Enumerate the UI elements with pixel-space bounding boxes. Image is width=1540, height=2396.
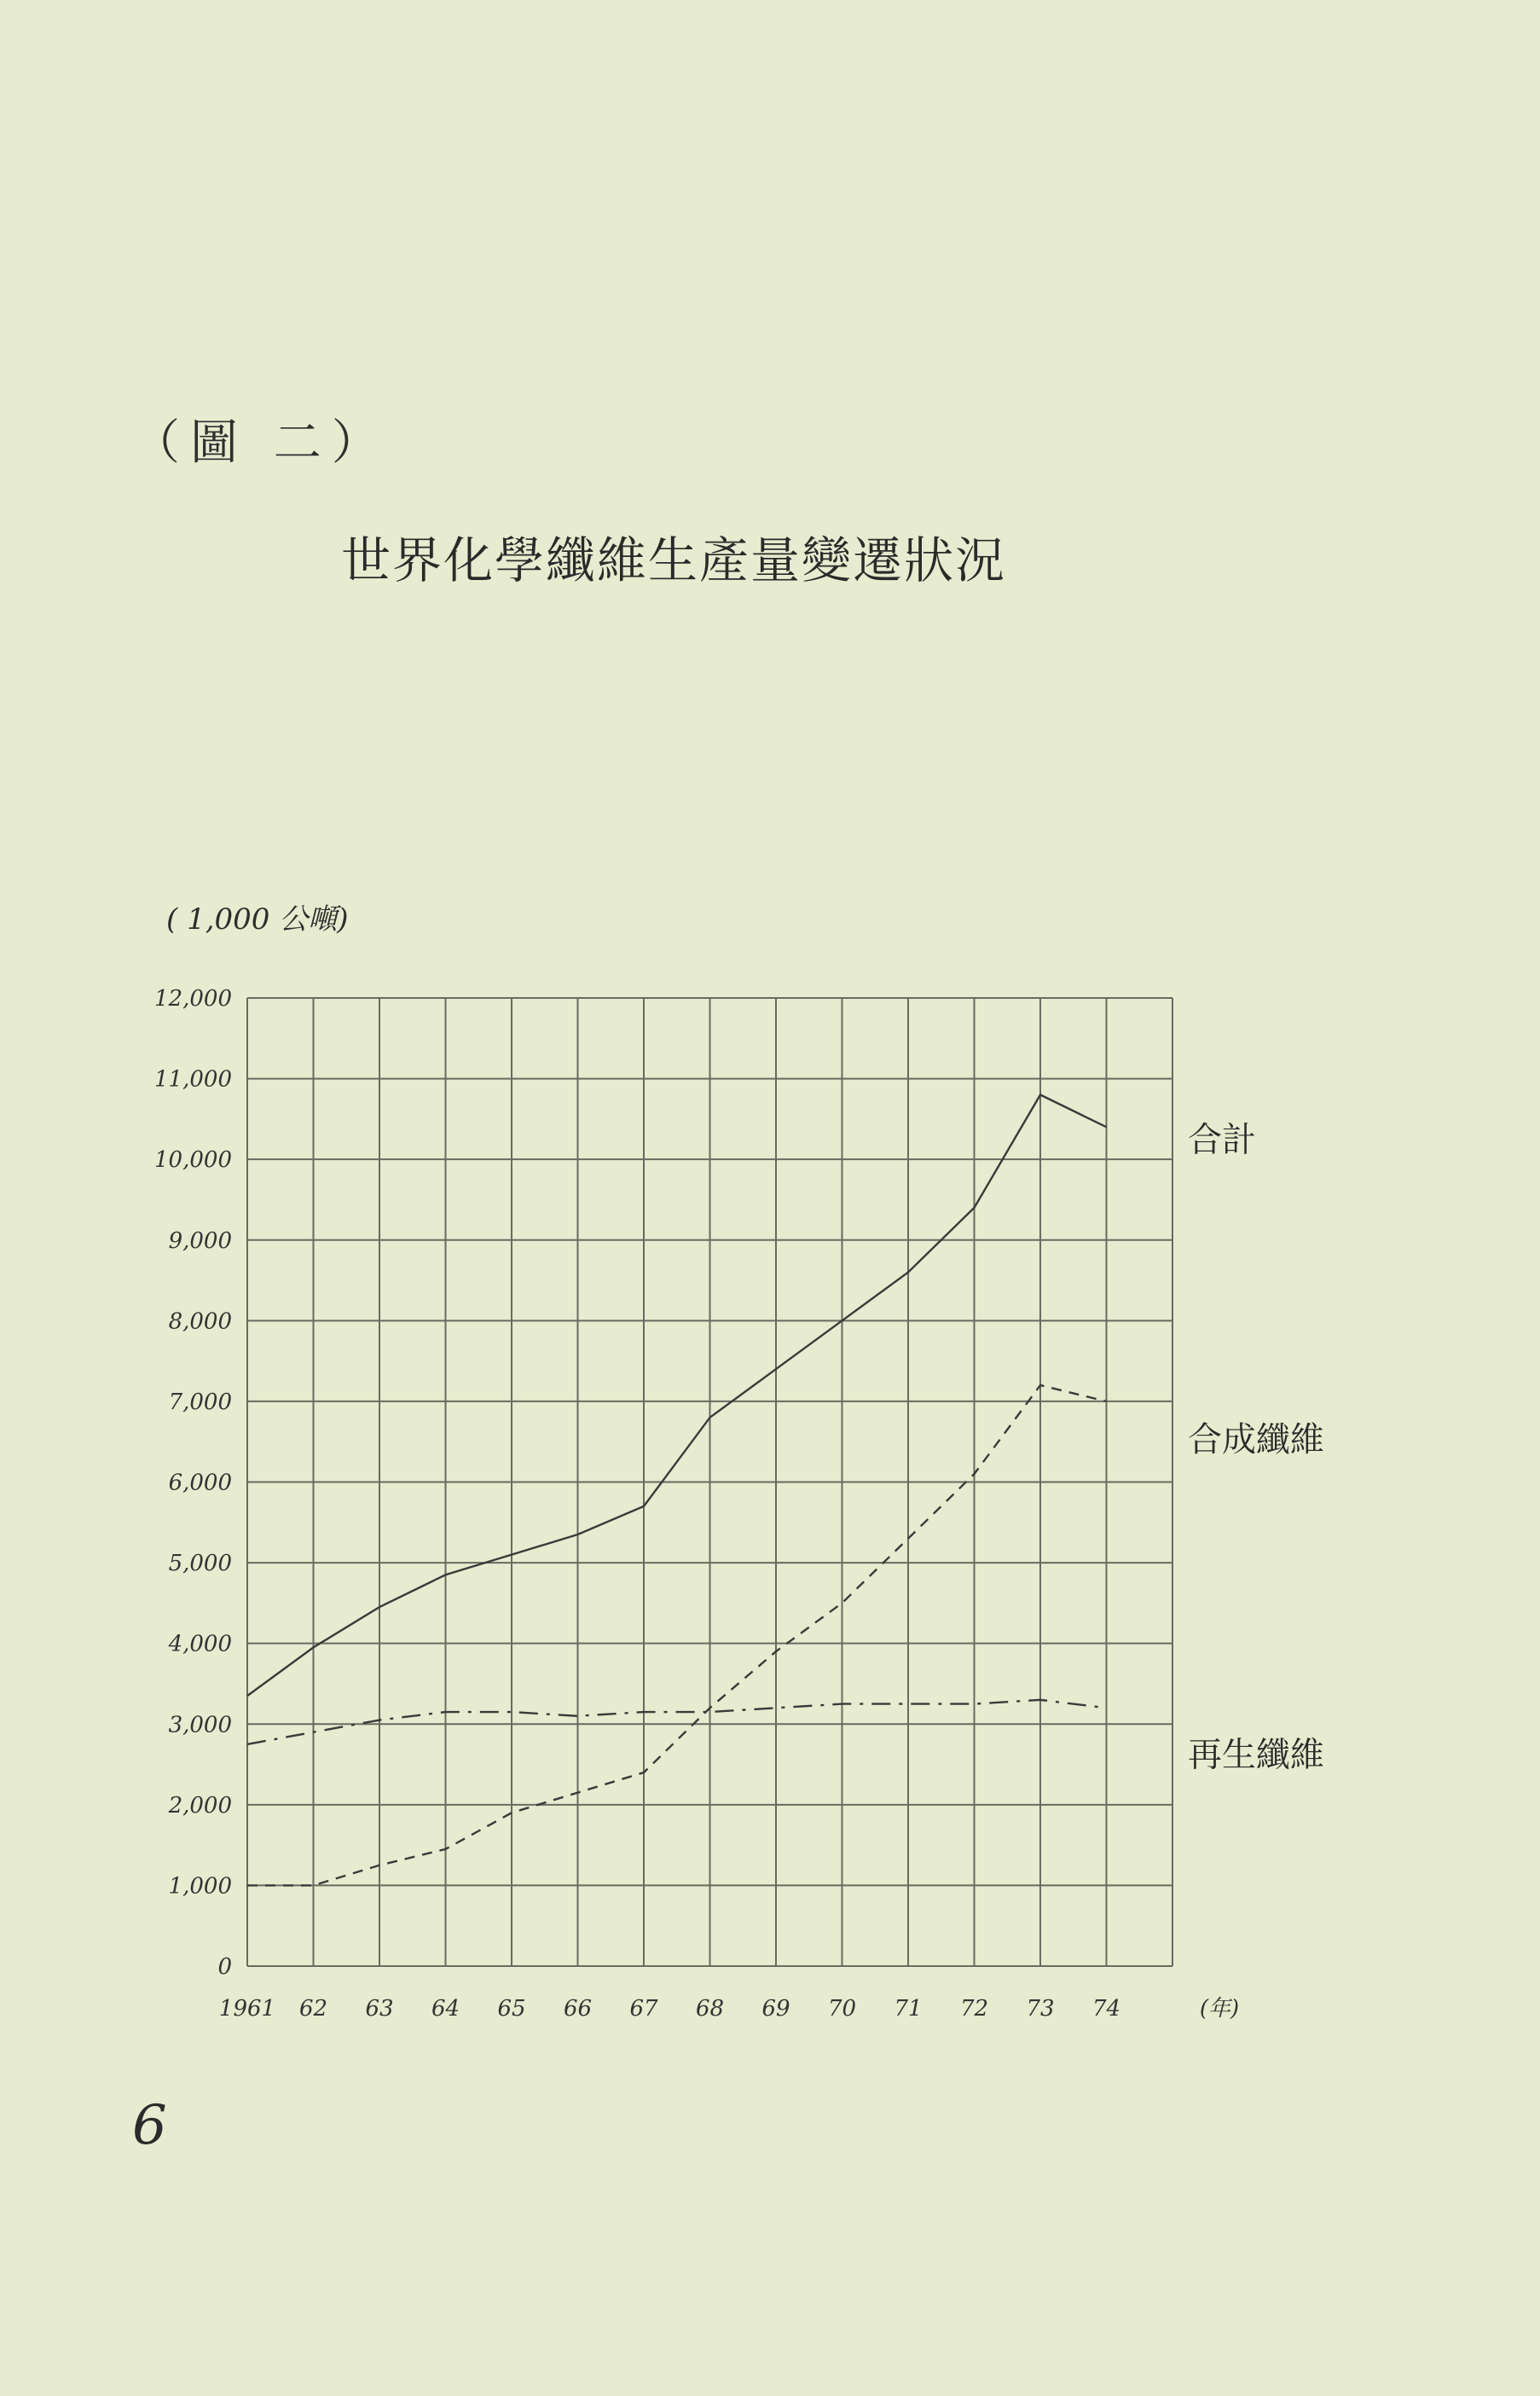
- series-line: [247, 1700, 1107, 1744]
- y-tick-label: 8,000: [168, 1308, 232, 1335]
- y-tick-label: 10,000: [154, 1147, 232, 1174]
- series-label: 合計: [1188, 1120, 1256, 1160]
- x-tick-label: 72: [959, 1996, 989, 2022]
- y-tick-label: 12,000: [154, 986, 232, 1012]
- page-number: 6: [132, 2094, 167, 2157]
- x-tick-label: 69: [761, 1996, 790, 2022]
- x-axis-ticks: [219, 1996, 1239, 2022]
- series-labels: [1188, 1120, 1324, 1774]
- x-tick-label: 68: [695, 1996, 725, 2022]
- y-axis-unit-label: ( 1,000 公噸): [166, 902, 349, 937]
- series-label: 合成纖維: [1188, 1419, 1324, 1459]
- y-tick-label: 11,000: [154, 1066, 232, 1093]
- figure-label: （圖 二）: [132, 415, 390, 471]
- x-tick-label: 73: [1026, 1996, 1055, 2022]
- x-tick-label: 65: [497, 1996, 526, 2022]
- y-tick-label: 4,000: [168, 1631, 232, 1657]
- x-tick-label: 63: [365, 1996, 394, 2022]
- x-tick-label: 71: [894, 1996, 923, 2022]
- x-tick-label: 66: [563, 1996, 593, 2022]
- y-tick-label: 7,000: [168, 1389, 232, 1415]
- x-tick-label: 74: [1091, 1996, 1121, 2022]
- chart-series-lines: [247, 1095, 1107, 1886]
- y-tick-label: 9,000: [168, 1227, 232, 1254]
- x-tick-label: 1961: [218, 1996, 276, 2022]
- chart-title: 世界化學纖維生產量變遷狀況: [341, 531, 1007, 589]
- x-tick-label: 62: [298, 1996, 328, 2022]
- y-axis-ticks: [154, 986, 232, 1980]
- y-tick-label: 5,000: [168, 1551, 232, 1577]
- y-tick-label: 1,000: [168, 1873, 232, 1900]
- y-tick-label: 3,000: [168, 1712, 232, 1738]
- series-line: [247, 1095, 1107, 1697]
- x-tick-label: 67: [629, 1996, 658, 2022]
- y-tick-label: 2,000: [168, 1792, 232, 1819]
- x-axis-label: (年): [1199, 1996, 1240, 2022]
- x-tick-label: 64: [431, 1996, 460, 2022]
- y-tick-label: 6,000: [168, 1470, 232, 1496]
- y-tick-label: 0: [217, 1954, 232, 1980]
- series-label: 再生纖維: [1188, 1735, 1324, 1775]
- chart-grid: [247, 998, 1172, 1966]
- x-tick-label: 70: [827, 1996, 857, 2022]
